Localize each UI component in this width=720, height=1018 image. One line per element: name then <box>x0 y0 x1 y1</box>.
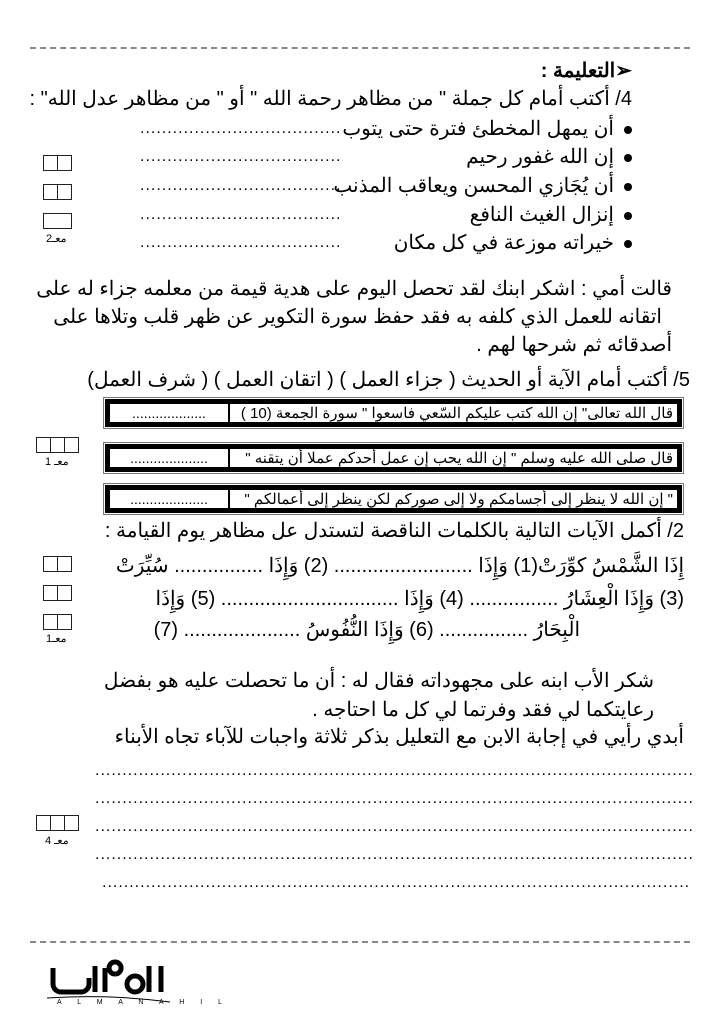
list-item <box>333 173 632 198</box>
answer-blank[interactable]: ..................................... <box>140 120 342 137</box>
quote-text: قال صلى الله عليه وسلم " إن الله يحب إن عمل أحدكم عملا أن يتقنه " <box>229 448 678 468</box>
answer-line[interactable]: .............................................................................................................. <box>95 762 694 779</box>
arrow-icon: ➢ <box>615 60 632 82</box>
story-line: شكر الأب ابنه على مجهوداته فقال له : أن ما تحصلت عليه هو بفضل <box>103 670 654 692</box>
list-item <box>470 202 632 227</box>
list-item <box>466 144 632 169</box>
section-title-text: التعليمة : <box>540 60 616 82</box>
story-line: أبدي رأيي في إجابة الابن مع التعليل بذكر ثلاثة واجبات للآباء تجاه الأبناء <box>114 726 684 748</box>
score-box <box>36 437 79 453</box>
q2-prompt: 2/ أكمل الآيات التالية بالكلمات الناقصة لتستدل عل مظاهر يوم القيامة : <box>104 520 684 542</box>
score-box <box>43 585 72 601</box>
answer-blank[interactable]: .................... <box>109 448 229 468</box>
section-title <box>541 58 632 83</box>
list-item <box>394 230 632 255</box>
score-label: معـ2 <box>46 233 67 245</box>
bullet-icon <box>624 212 632 220</box>
item-text: خيراته موزعة في كل مكان <box>393 232 614 254</box>
list-item <box>342 116 632 141</box>
bullet-icon <box>624 240 632 248</box>
answer-line[interactable]: .............................................................................................................. <box>95 846 694 863</box>
answer-line[interactable]: ............................................................................................................ <box>102 874 691 891</box>
answer-blank[interactable]: ..................................... <box>140 148 342 165</box>
verse-line: الْبِحَارُ ................ (6) وَإِذَا النُّفُوسُ ..................... (7) <box>153 619 580 641</box>
quote-row <box>105 399 682 427</box>
story-line: أصدقائه ثم شرحها لهم . <box>476 334 672 356</box>
item-text: أن يُجَازي المحسن ويعاقب المذنب <box>333 175 614 197</box>
bullet-icon <box>624 183 632 191</box>
score-label: معـ1 <box>46 633 67 645</box>
answer-blank[interactable]: ..................................... <box>140 234 342 251</box>
quote-text: " إن الله لا ينظر إلى أجسامكم ولا إلى صوركم لكن ينظر إلى أعمالكم " <box>229 489 678 509</box>
q5-prompt: 5/ أكتب أمام الآية أو الحديث ( جزاء العمل ) ( اتقان العمل ) ( شرف العمل) <box>87 369 690 391</box>
item-text: إنزال الغيث النافع <box>469 204 614 226</box>
quote-row <box>105 485 682 513</box>
almanahil-logo <box>45 960 230 1006</box>
verse-line: إِذَا الشَّمْسُ كوِّرَتْ(1) وَإِذَا ......................... (2) وَإِذَا ................ سُيِّرَتْ <box>115 555 684 577</box>
answer-line[interactable]: .............................................................................................................. <box>95 790 694 807</box>
verse-line: (3) وَإِذَا الْعِشَارُ ................ (4) وَإِذَا ................................ (5) وَإِذَا <box>155 588 684 610</box>
top-divider <box>30 47 690 49</box>
score-box <box>43 184 72 200</box>
item-text: إن الله غفور رحيم <box>466 146 614 168</box>
item-text: أن يمهل المخطئ فترة حتى يتوب <box>342 118 614 140</box>
answer-blank[interactable]: ..................................... <box>140 206 342 223</box>
quote-text: قال الله تعالى" إن الله كتب عليكم السّعي فاسعوا " سورة الجمعة (10 ) <box>229 403 678 423</box>
score-label: معـ 4 <box>45 835 69 847</box>
answer-blank[interactable]: ................... <box>109 403 229 423</box>
score-label: معـ 1 <box>45 456 69 468</box>
story-line: اتقانه للعمل الذي كلفه به فقد حفظ سورة التكوير عن ظهر قلب وتلاها على <box>53 306 662 328</box>
q4-prompt: 4/ أكتب أمام كل جملة " من مظاهر رحمة الله " أو " من مظاهر عدل الله" : <box>29 88 632 110</box>
bullet-icon <box>624 154 632 162</box>
story-line: رعايتكما لي فقد وفرتما لي كل ما احتاجه . <box>312 699 654 721</box>
score-box <box>36 815 79 831</box>
story-line: قالت أمي : اشكر ابنك لقد تحصل اليوم على هدية قيمة من معلمه جزاء له على <box>36 278 672 300</box>
answer-line[interactable]: .............................................................................................................. <box>95 818 694 835</box>
quote-row <box>105 444 682 472</box>
score-box <box>43 213 72 229</box>
score-box <box>43 614 72 630</box>
score-box <box>43 556 72 572</box>
svg-text:A L M A N A H I L: A L M A N A H I L <box>57 999 230 1006</box>
bottom-divider <box>30 941 690 943</box>
bullet-icon <box>624 126 632 134</box>
answer-blank[interactable]: .................... <box>109 489 229 509</box>
score-box <box>43 155 72 171</box>
answer-blank[interactable]: ..................................... <box>140 177 342 194</box>
